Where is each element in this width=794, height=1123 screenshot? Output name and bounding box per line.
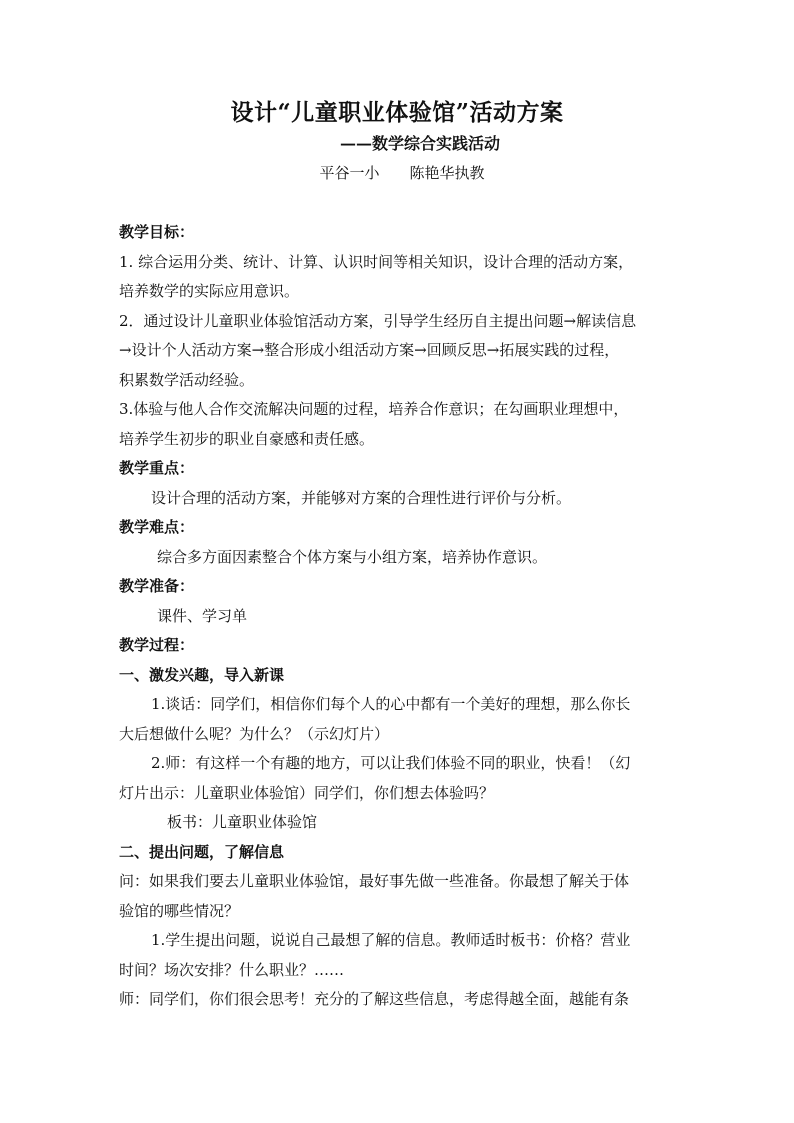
section-1-para-2-line-2: 灯片出示：儿童职业体验馆）同学们，你们想去体验吗？ [119,783,495,802]
document-title: 设计“儿童职业体验馆”活动方案 [230,99,564,126]
section-2-para-1-line-2: 时间？场次安排？什么职业？…… [119,960,345,979]
objective-3-line-1: 3.体验与他人合作交流解决问题的过程，培养合作意识；在勾画职业理想中， [119,400,629,418]
section-2-question-line-1: 问：如果我们要去儿童职业体验馆，最好事先做一些准备。你最想了解关于体 [119,872,630,890]
section-1-heading: 一、激发兴趣，导入新课 [119,665,285,684]
objectives-heading: 教学目标： [119,223,195,241]
section-1-para-1-line-2: 大后想做什么呢？为什么？（示幻灯片） [119,724,390,743]
section-2-heading: 二、提出问题，了解信息 [119,842,285,861]
document-body [119,218,679,1015]
preparation-text: 课件、学习单 [157,606,248,625]
teacher-name: 陈艳华执教 [409,164,485,182]
objective-1-line-2: 培养数学的实际应用意识。 [119,282,300,300]
objective-2-line-3: 积累数学活动经验。 [119,370,255,389]
section-2-para-1-line-1: 1.学生提出问题，说说自己最想了解的信息。教师适时板书：价格？营业 [151,931,631,949]
key-points-text: 设计合理的活动方案，并能够对方案的合理性进行评价与分析。 [151,488,572,507]
section-1-para-2-line-1: 2.师：有这样一个有趣的地方，可以让我们体验不同的职业，快看！（幻 [151,754,631,772]
author-line [0,162,794,183]
section-2-question-line-2: 验馆的哪些情况？ [119,901,240,920]
difficult-points-heading: 教学难点： [119,518,195,536]
objective-3-line-2: 培养学生初步的职业自豪感和责任感。 [119,429,375,448]
preparation-heading: 教学准备： [119,577,195,595]
section-2-teacher-line-1: 师：同学们，你们很会思考！充分的了解这些信息，考虑得越全面，越能有条 [119,990,630,1008]
objective-2-line-1: 2．通过设计儿童职业体验馆活动方案，引导学生经历自主提出问题→解读信息 [119,311,637,330]
objective-2-line-2: →设计个人活动方案→整合形成小组活动方案→回顾反思→拓展实践的过程， [119,341,620,359]
section-1-para-1-line-1: 1.谈话：同学们，相信你们每个人的心中都有一个美好的理想，那么你长 [151,695,631,713]
document-subtitle: ——数学综合实践活动 [339,134,500,153]
objective-1-line-1: 1. 综合运用分类、统计、计算、认识时间等相关知识，设计合理的活动方案， [119,252,634,271]
school-name: 平谷一小 [319,164,380,182]
process-heading: 教学过程： [119,636,195,654]
section-1-board-note: 板书：儿童职业体验馆 [167,813,318,831]
key-points-heading: 教学重点： [119,459,195,477]
difficult-points-text: 综合多方面因素整合个体方案与小组方案，培养协作意识。 [157,547,548,566]
